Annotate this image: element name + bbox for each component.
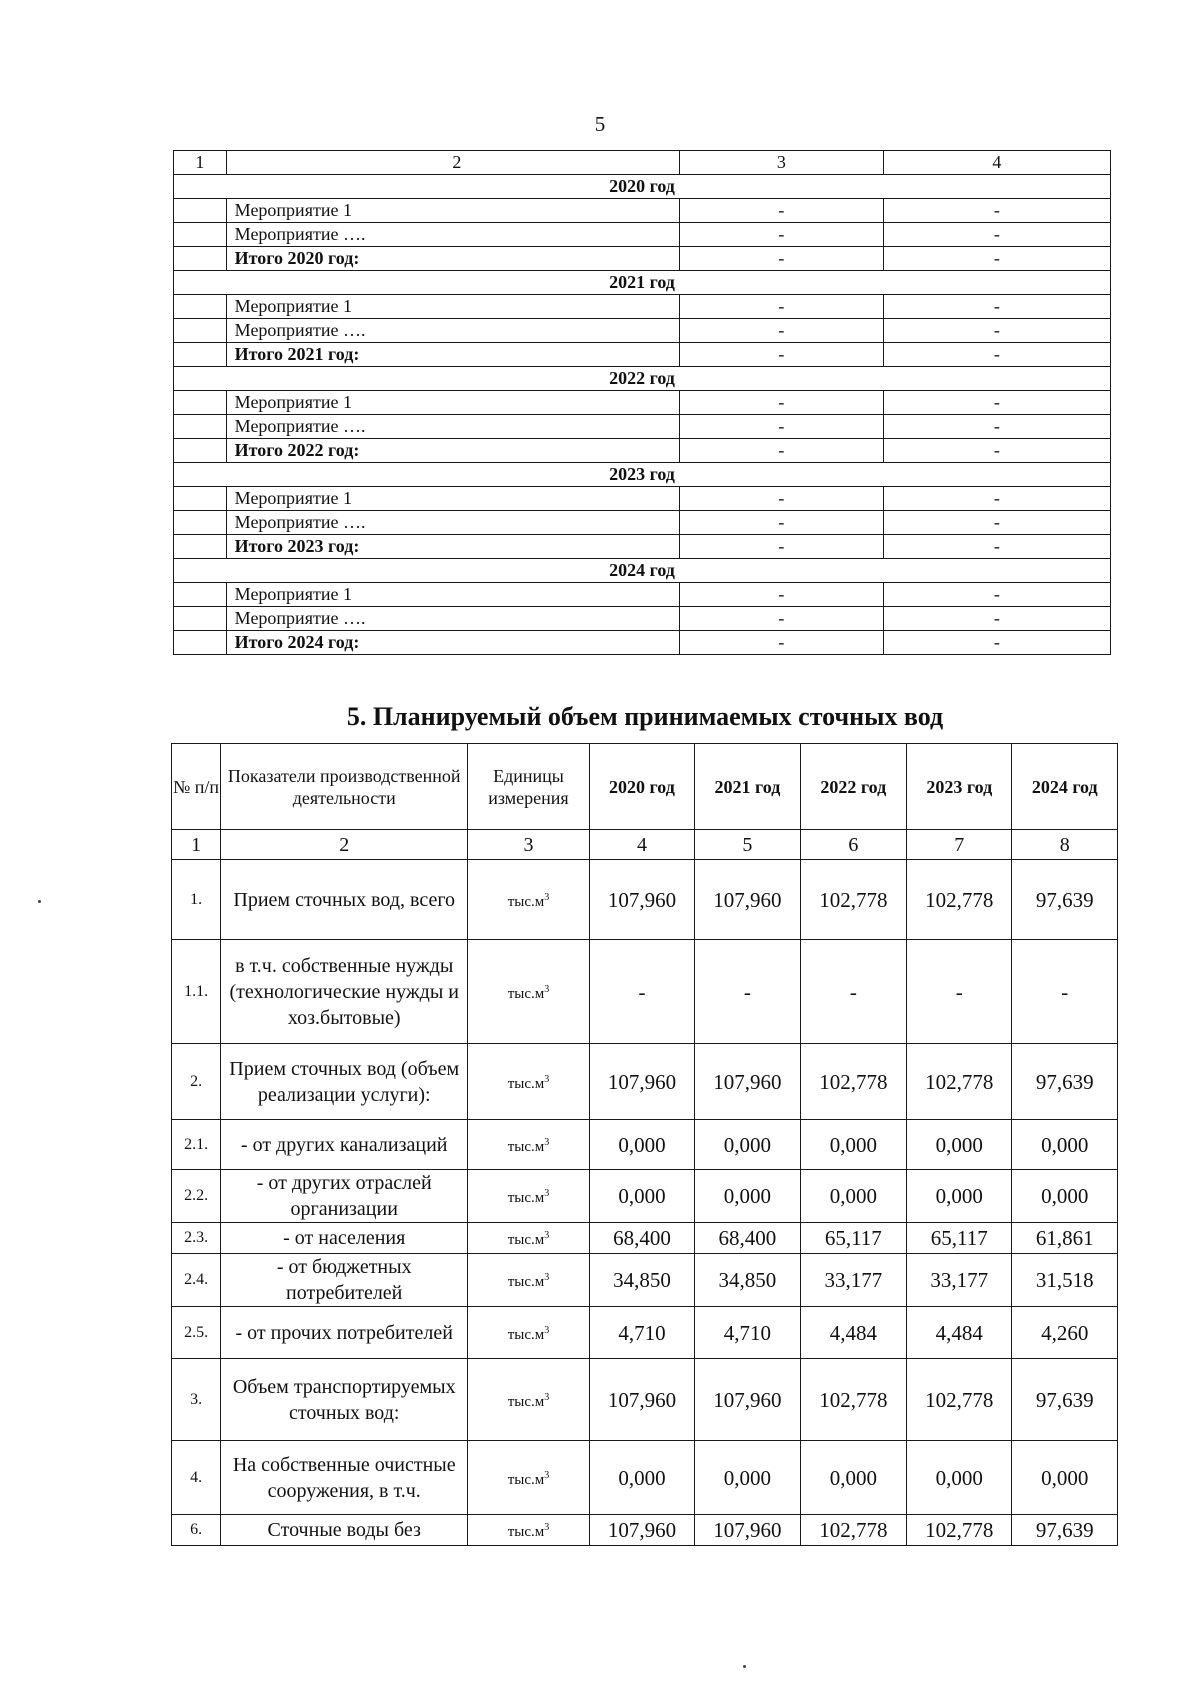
year-value: 102,778 bbox=[907, 1044, 1012, 1120]
indicator-row bbox=[172, 1441, 1118, 1515]
row-number-cell bbox=[174, 511, 227, 535]
unit-cell bbox=[468, 1254, 590, 1307]
measure-label: Мероприятие …. bbox=[226, 319, 679, 343]
header-year: 2024 год bbox=[1012, 744, 1118, 830]
indicator-label: Объем транспортируемых сточных вод: bbox=[221, 1359, 468, 1441]
year-value: 0,000 bbox=[907, 1441, 1012, 1515]
year-value: - bbox=[800, 940, 906, 1044]
row-number: 2.3. bbox=[172, 1223, 221, 1254]
indicator-label: На собственные очистные сооружения, в т.ч. bbox=[221, 1441, 468, 1515]
measure-row bbox=[174, 487, 1111, 511]
unit-text: тыс.м bbox=[507, 1190, 545, 1206]
column-number-row bbox=[174, 151, 1111, 175]
year-value: 0,000 bbox=[1012, 1441, 1118, 1515]
measure-row bbox=[174, 343, 1111, 367]
measure-value: - bbox=[883, 223, 1110, 247]
measure-label: Итого 2024 год: bbox=[226, 631, 679, 655]
measure-row bbox=[174, 583, 1111, 607]
indicator-label: - от населения bbox=[221, 1223, 468, 1254]
header-year: 2020 год bbox=[589, 744, 694, 830]
measure-label: Мероприятие …. bbox=[226, 511, 679, 535]
measures-table bbox=[173, 150, 1111, 655]
measure-row bbox=[174, 607, 1111, 631]
measure-value: - bbox=[883, 319, 1110, 343]
unit-text: тыс.м bbox=[507, 1524, 545, 1540]
unit-text: тыс.м bbox=[507, 1138, 545, 1155]
year-value: 107,960 bbox=[695, 860, 800, 940]
column-number: 3 bbox=[468, 830, 590, 860]
row-number: 2.5. bbox=[172, 1307, 221, 1359]
unit-cell bbox=[468, 1515, 590, 1546]
measure-value: - bbox=[883, 583, 1110, 607]
measure-value: - bbox=[883, 391, 1110, 415]
indicator-row bbox=[172, 1120, 1118, 1170]
year-value: 0,000 bbox=[589, 1120, 694, 1170]
unit-cell bbox=[468, 1223, 590, 1254]
measure-label: Мероприятие 1 bbox=[226, 583, 679, 607]
measure-value: - bbox=[883, 535, 1110, 559]
indicator-row bbox=[172, 1223, 1118, 1254]
unit-cell bbox=[468, 1307, 590, 1359]
unit-cell bbox=[468, 940, 590, 1044]
year-value: 0,000 bbox=[589, 1441, 694, 1515]
year-value: 33,177 bbox=[907, 1254, 1012, 1307]
year-value: 4,710 bbox=[589, 1307, 694, 1359]
measure-label: Мероприятие …. bbox=[226, 607, 679, 631]
row-number-cell bbox=[174, 487, 227, 511]
year-value: 97,639 bbox=[1012, 1359, 1118, 1441]
measure-row bbox=[174, 247, 1111, 271]
header-indicator: Показатели производственной деятельности bbox=[221, 744, 468, 830]
indicator-row bbox=[172, 1307, 1118, 1359]
year-value: 68,400 bbox=[589, 1223, 694, 1254]
year-value: 4,484 bbox=[800, 1307, 906, 1359]
row-number-cell bbox=[174, 415, 227, 439]
measure-value: - bbox=[680, 319, 884, 343]
measure-row bbox=[174, 223, 1111, 247]
year-value: 33,177 bbox=[800, 1254, 906, 1307]
row-number-cell bbox=[174, 343, 227, 367]
year-value: 0,000 bbox=[589, 1170, 694, 1223]
year-value: 31,518 bbox=[1012, 1254, 1118, 1307]
measure-value: - bbox=[680, 295, 884, 319]
unit-cell bbox=[468, 1441, 590, 1515]
measure-value: - bbox=[883, 511, 1110, 535]
wastewater-volume-table bbox=[171, 743, 1118, 1546]
year-value: 102,778 bbox=[907, 1515, 1012, 1546]
year-row bbox=[174, 271, 1111, 295]
scan-speck bbox=[38, 900, 41, 903]
measure-value: - bbox=[680, 391, 884, 415]
year-value: 0,000 bbox=[800, 1120, 906, 1170]
column-number-row bbox=[172, 830, 1118, 860]
measure-value: - bbox=[680, 223, 884, 247]
year-value: 34,850 bbox=[589, 1254, 694, 1307]
year-value: 107,960 bbox=[695, 1515, 800, 1546]
indicator-label: Сточные воды без bbox=[221, 1515, 468, 1546]
measure-row bbox=[174, 511, 1111, 535]
year-value: 0,000 bbox=[800, 1441, 906, 1515]
measure-value: - bbox=[680, 415, 884, 439]
column-number: 4 bbox=[589, 830, 694, 860]
measure-value: - bbox=[680, 631, 884, 655]
year-heading: 2024 год bbox=[174, 559, 1111, 583]
unit-text: тыс.м bbox=[507, 1471, 545, 1488]
year-value: 4,710 bbox=[695, 1307, 800, 1359]
column-number: 2 bbox=[226, 151, 679, 175]
measure-value: - bbox=[883, 295, 1110, 319]
unit-exponent: 3 bbox=[544, 891, 550, 903]
row-number-cell bbox=[174, 223, 227, 247]
row-number: 2.2. bbox=[172, 1170, 221, 1223]
row-number: 3. bbox=[172, 1359, 221, 1441]
unit-cell bbox=[468, 1170, 590, 1223]
year-heading: 2020 год bbox=[174, 175, 1111, 199]
measure-label: Мероприятие 1 bbox=[226, 199, 679, 223]
year-value: 0,000 bbox=[907, 1170, 1012, 1223]
year-value: 0,000 bbox=[1012, 1120, 1118, 1170]
indicator-label: - от прочих потребителей bbox=[221, 1307, 468, 1359]
measure-row bbox=[174, 631, 1111, 655]
unit-text: тыс.м bbox=[507, 985, 545, 1002]
measure-row bbox=[174, 199, 1111, 223]
year-row bbox=[174, 559, 1111, 583]
year-row bbox=[174, 463, 1111, 487]
measure-row bbox=[174, 319, 1111, 343]
year-heading: 2022 год bbox=[174, 367, 1111, 391]
indicator-row bbox=[172, 1254, 1118, 1307]
row-number-cell bbox=[174, 607, 227, 631]
unit-text: тыс.м bbox=[507, 893, 545, 910]
measure-label: Мероприятие …. bbox=[226, 415, 679, 439]
year-value: 107,960 bbox=[589, 1044, 694, 1120]
column-number: 3 bbox=[680, 151, 884, 175]
year-value: 68,400 bbox=[695, 1223, 800, 1254]
row-number: 2. bbox=[172, 1044, 221, 1120]
unit-text: тыс.м bbox=[507, 1393, 545, 1410]
row-number: 4. bbox=[172, 1441, 221, 1515]
year-value: 102,778 bbox=[800, 1044, 906, 1120]
year-value: 61,861 bbox=[1012, 1223, 1118, 1254]
measure-row bbox=[174, 439, 1111, 463]
unit-exponent: 3 bbox=[544, 1136, 550, 1148]
row-number: 1.1. bbox=[172, 940, 221, 1044]
year-value: 102,778 bbox=[907, 860, 1012, 940]
year-value: 65,117 bbox=[907, 1223, 1012, 1254]
year-value: 0,000 bbox=[907, 1120, 1012, 1170]
measure-value: - bbox=[883, 487, 1110, 511]
year-value: - bbox=[1012, 940, 1118, 1044]
unit-exponent: 3 bbox=[544, 1230, 550, 1241]
section-title: 5. Планируемый объем принимаемых сточных вод bbox=[346, 702, 944, 731]
column-number: 5 bbox=[695, 830, 800, 860]
year-value: 4,260 bbox=[1012, 1307, 1118, 1359]
measure-value: - bbox=[883, 607, 1110, 631]
unit-exponent: 3 bbox=[544, 1469, 550, 1481]
row-number-cell bbox=[174, 319, 227, 343]
indicator-row bbox=[172, 860, 1118, 940]
year-value: 0,000 bbox=[695, 1120, 800, 1170]
year-row bbox=[174, 367, 1111, 391]
indicator-row bbox=[172, 1044, 1118, 1120]
measure-value: - bbox=[883, 343, 1110, 367]
indicator-label: в т.ч. собственные нужды (технологические нужды и хоз.бытовые) bbox=[221, 940, 468, 1044]
row-number-cell bbox=[174, 199, 227, 223]
unit-cell bbox=[468, 1120, 590, 1170]
measure-value: - bbox=[680, 343, 884, 367]
indicator-row bbox=[172, 1170, 1118, 1223]
indicator-row bbox=[172, 940, 1118, 1044]
header-row bbox=[172, 744, 1118, 830]
year-value: 0,000 bbox=[695, 1441, 800, 1515]
measure-value: - bbox=[883, 415, 1110, 439]
column-number: 6 bbox=[800, 830, 906, 860]
year-value: 102,778 bbox=[907, 1359, 1012, 1441]
unit-exponent: 3 bbox=[544, 1522, 550, 1533]
year-value: 107,960 bbox=[695, 1044, 800, 1120]
scan-speck bbox=[743, 1665, 746, 1668]
measure-value: - bbox=[680, 535, 884, 559]
unit-exponent: 3 bbox=[544, 1324, 550, 1336]
measure-label: Мероприятие 1 bbox=[226, 295, 679, 319]
measure-value: - bbox=[680, 583, 884, 607]
year-value: - bbox=[589, 940, 694, 1044]
row-number: 2.4. bbox=[172, 1254, 221, 1307]
row-number-cell bbox=[174, 535, 227, 559]
measure-value: - bbox=[883, 199, 1110, 223]
measure-value: - bbox=[680, 487, 884, 511]
page-number: 5 bbox=[594, 112, 606, 136]
year-row bbox=[174, 175, 1111, 199]
year-heading: 2021 год bbox=[174, 271, 1111, 295]
header-year: 2023 год bbox=[907, 744, 1012, 830]
measure-label: Мероприятие 1 bbox=[226, 487, 679, 511]
year-value: - bbox=[695, 940, 800, 1044]
unit-cell bbox=[468, 1044, 590, 1120]
indicator-label: Прием сточных вод (объем реализации услуги): bbox=[221, 1044, 468, 1120]
measure-row bbox=[174, 415, 1111, 439]
row-number-cell bbox=[174, 247, 227, 271]
year-value: 107,960 bbox=[589, 1515, 694, 1546]
unit-text: тыс.м bbox=[507, 1326, 545, 1343]
year-value: - bbox=[907, 940, 1012, 1044]
measure-value: - bbox=[680, 439, 884, 463]
measure-label: Итого 2022 год: bbox=[226, 439, 679, 463]
unit-cell bbox=[468, 860, 590, 940]
measure-value: - bbox=[883, 247, 1110, 271]
column-number: 7 bbox=[907, 830, 1012, 860]
measure-value: - bbox=[883, 631, 1110, 655]
year-value: 97,639 bbox=[1012, 1515, 1118, 1546]
measure-value: - bbox=[680, 607, 884, 631]
header-year: 2022 год bbox=[800, 744, 906, 830]
column-number: 2 bbox=[221, 830, 468, 860]
indicator-label: - от других канализаций bbox=[221, 1120, 468, 1170]
measure-label: Итого 2020 год: bbox=[226, 247, 679, 271]
year-value: 97,639 bbox=[1012, 1044, 1118, 1120]
row-number: 6. bbox=[172, 1515, 221, 1546]
header-unit: Единицы измерения bbox=[468, 744, 590, 830]
measure-value: - bbox=[680, 247, 884, 271]
row-number-cell bbox=[174, 439, 227, 463]
column-number: 1 bbox=[174, 151, 227, 175]
year-heading: 2023 год bbox=[174, 463, 1111, 487]
indicator-label: - от бюджетных потребителей bbox=[221, 1254, 468, 1307]
indicator-row bbox=[172, 1359, 1118, 1441]
year-value: 0,000 bbox=[1012, 1170, 1118, 1223]
indicator-label: Прием сточных вод, всего bbox=[221, 860, 468, 940]
row-number-cell bbox=[174, 631, 227, 655]
year-value: 107,960 bbox=[589, 1359, 694, 1441]
indicator-label: - от других отраслей организации bbox=[221, 1170, 468, 1223]
year-value: 4,484 bbox=[907, 1307, 1012, 1359]
measure-label: Итого 2023 год: bbox=[226, 535, 679, 559]
row-number: 1. bbox=[172, 860, 221, 940]
year-value: 107,960 bbox=[695, 1359, 800, 1441]
measure-label: Мероприятие 1 bbox=[226, 391, 679, 415]
header-year: 2021 год bbox=[695, 744, 800, 830]
column-number: 4 bbox=[883, 151, 1110, 175]
year-value: 102,778 bbox=[800, 1359, 906, 1441]
measure-row bbox=[174, 535, 1111, 559]
header-no: № п/п bbox=[172, 744, 221, 830]
year-value: 102,778 bbox=[800, 1515, 906, 1546]
unit-exponent: 3 bbox=[544, 1272, 550, 1283]
year-value: 102,778 bbox=[800, 860, 906, 940]
measure-value: - bbox=[680, 511, 884, 535]
year-value: 65,117 bbox=[800, 1223, 906, 1254]
column-number: 1 bbox=[172, 830, 221, 860]
unit-exponent: 3 bbox=[544, 1073, 550, 1085]
measure-value: - bbox=[883, 439, 1110, 463]
unit-exponent: 3 bbox=[544, 1391, 550, 1403]
unit-exponent: 3 bbox=[544, 1188, 550, 1199]
unit-text: тыс.м bbox=[507, 1274, 545, 1290]
year-value: 0,000 bbox=[695, 1170, 800, 1223]
row-number-cell bbox=[174, 583, 227, 607]
row-number-cell bbox=[174, 295, 227, 319]
measure-label: Мероприятие …. bbox=[226, 223, 679, 247]
unit-text: тыс.м bbox=[507, 1075, 545, 1092]
year-value: 34,850 bbox=[695, 1254, 800, 1307]
measure-row bbox=[174, 295, 1111, 319]
measure-label: Итого 2021 год: bbox=[226, 343, 679, 367]
year-value: 107,960 bbox=[589, 860, 694, 940]
unit-text: тыс.м bbox=[507, 1232, 545, 1248]
measure-row bbox=[174, 391, 1111, 415]
row-number-cell bbox=[174, 391, 227, 415]
year-value: 0,000 bbox=[800, 1170, 906, 1223]
row-number: 2.1. bbox=[172, 1120, 221, 1170]
unit-exponent: 3 bbox=[544, 983, 550, 995]
measure-value: - bbox=[680, 199, 884, 223]
unit-cell bbox=[468, 1359, 590, 1441]
year-value: 97,639 bbox=[1012, 860, 1118, 940]
column-number: 8 bbox=[1012, 830, 1118, 860]
indicator-row bbox=[172, 1515, 1118, 1546]
